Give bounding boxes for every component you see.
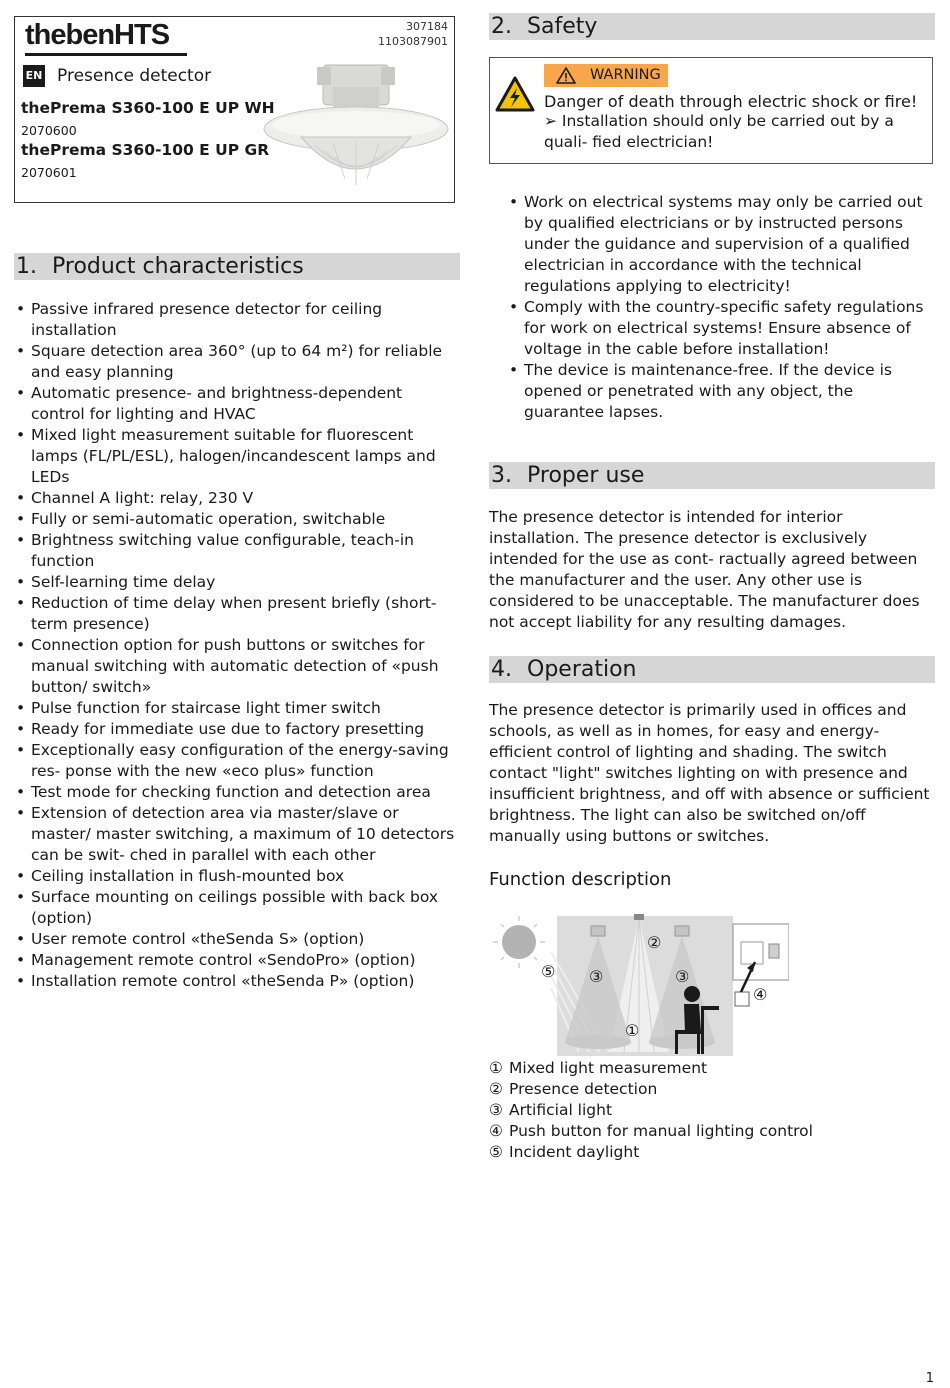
characteristic-item: • Extension of detection area via master/slave or master/ master switching, a maximum of 10 detectors can be swit- ched in parallel with each other bbox=[14, 803, 460, 866]
section-4-number: 4. bbox=[491, 657, 512, 682]
section-2-title: Safety bbox=[527, 14, 598, 39]
product-image bbox=[263, 59, 453, 199]
section-1-heading bbox=[14, 253, 460, 280]
warning-label-text: WARNING bbox=[590, 67, 661, 83]
characteristic-item: • Square detection area 360° (up to 64 m²) for reliable and easy planning bbox=[14, 341, 460, 383]
characteristic-item: • Exceptionally easy configuration of the energy-saving res- ponse with the new «eco plus» function bbox=[14, 740, 460, 782]
marker-artificial-light-right: ③ bbox=[675, 967, 690, 986]
legend-marker: ④ bbox=[489, 1122, 503, 1140]
function-description-heading: Function description bbox=[489, 869, 672, 890]
section-1-number: 1. bbox=[16, 254, 37, 279]
page-number: 1 bbox=[925, 1371, 934, 1386]
legend-marker: ③ bbox=[489, 1101, 503, 1119]
warning-box bbox=[489, 57, 933, 164]
model-name-1: thePrema S360-100 E UP WH bbox=[21, 99, 275, 117]
characteristic-item: • Connection option for push buttons or switches for manual switching with automatic detection of «push button/ switch» bbox=[14, 635, 460, 698]
marker-incident-daylight: ⑤ bbox=[541, 962, 556, 981]
characteristic-item: • Pulse function for staircase light timer switch bbox=[14, 698, 460, 719]
legend-item bbox=[489, 1100, 935, 1121]
marker-presence-detection: ② bbox=[647, 933, 662, 952]
characteristic-item: • Management remote control «SendoPro» (option) bbox=[14, 950, 460, 971]
legend-marker: ① bbox=[489, 1059, 503, 1077]
function-diagram bbox=[489, 912, 789, 1056]
marker-push-button: ④ bbox=[753, 985, 768, 1004]
electric-hazard-icon bbox=[495, 76, 535, 112]
logo-underline bbox=[25, 53, 187, 56]
doc-number-1: 307184 bbox=[406, 20, 448, 33]
characteristic-item: • Passive infrared presence detector for ceiling installation bbox=[14, 299, 460, 341]
characteristic-item: • User remote control «theSenda S» (option) bbox=[14, 929, 460, 950]
doc-number-2: 1103087901 bbox=[378, 35, 448, 48]
proper-use-text: The presence detector is intended for interior installation. The presence detector is exclusively intended for the use as cont- ractually agreed between the manufacturer and the user. Any other use is considered to be unacceptable. The manufacturer does not accept liability for any resulting damages. bbox=[489, 508, 920, 631]
characteristic-item: • Mixed light measurement suitable for fluorescent lamps (FL/PL/ESL), halogen/incandescent lamps and LEDs bbox=[14, 425, 460, 488]
characteristic-item: • Fully or semi-automatic operation, switchable bbox=[14, 509, 460, 530]
header-box bbox=[14, 16, 455, 203]
section-1-title: Product characteristics bbox=[52, 254, 304, 279]
legend-text: Incident daylight bbox=[509, 1143, 640, 1161]
characteristic-item: • Automatic presence- and brightness-dependent control for lighting and HVAC bbox=[14, 383, 460, 425]
warning-label bbox=[544, 64, 668, 87]
section-3-heading bbox=[489, 462, 935, 489]
legend-marker: ② bbox=[489, 1080, 503, 1098]
safety-item: • Comply with the country-specific safety regulations for work on electrical systems! Ensure absence of voltage in the cable before installation! bbox=[507, 297, 935, 360]
section-2-number: 2. bbox=[491, 14, 512, 39]
document-numbers bbox=[378, 19, 448, 49]
section-4-heading bbox=[489, 656, 935, 683]
characteristic-item: • Ready for immediate use due to factory presetting bbox=[14, 719, 460, 740]
safety-item: • Work on electrical systems may only be carried out by qualified electricians or by instructed persons under the guidance and supervision of a qualified electrician in accordance with the technical regulations applying to electricity! bbox=[507, 192, 935, 297]
language-badge: EN bbox=[23, 65, 45, 87]
legend-item bbox=[489, 1142, 935, 1163]
characteristic-item: • Test mode for checking function and detection area bbox=[14, 782, 460, 803]
section-3-number: 3. bbox=[491, 463, 512, 488]
model-number-2: 2070601 bbox=[21, 165, 77, 180]
legend-text: Artificial light bbox=[509, 1101, 613, 1119]
legend-text: Push button for manual lighting control bbox=[509, 1122, 813, 1140]
warning-text: ➢ Installation should only be carried out by a quali- fied electrician! bbox=[544, 112, 894, 151]
marker-artificial-light-left: ③ bbox=[589, 967, 604, 986]
legend-item bbox=[489, 1058, 935, 1079]
marker-mixed-light: ① bbox=[625, 1021, 640, 1040]
model-name-2: thePrema S360-100 E UP GR bbox=[21, 141, 270, 159]
characteristic-item: • Self-learning time delay bbox=[14, 572, 460, 593]
product-type: Presence detector bbox=[57, 66, 212, 86]
legend-item bbox=[489, 1079, 935, 1100]
characteristic-item: • Ceiling installation in flush-mounted box bbox=[14, 866, 460, 887]
section-3-title: Proper use bbox=[527, 463, 645, 488]
characteristic-item: • Installation remote control «theSenda P» (option) bbox=[14, 971, 460, 992]
safety-list bbox=[507, 192, 935, 423]
section-2-heading bbox=[489, 13, 935, 40]
legend-text: Presence detection bbox=[509, 1080, 658, 1098]
characteristic-item: • Reduction of time delay when present briefly (short-term presence) bbox=[14, 593, 460, 635]
warning-title: Danger of death through electric shock or fire! bbox=[544, 92, 918, 111]
function-legend bbox=[489, 1058, 935, 1163]
operation-text: The presence detector is primarily used in offices and schools, as well as in homes, for easy and energy-efficient control of lighting and shading. The switch contact "light" switches lighting on with presence and insufficient brightness, and off with absence or sufficient brightness. The light can also be switched on/off manually using buttons or switches. bbox=[489, 701, 930, 845]
warning-triangle-icon bbox=[556, 67, 576, 84]
characteristic-item: • Brightness switching value configurable, teach-in function bbox=[14, 530, 460, 572]
section-4-title: Operation bbox=[527, 657, 637, 682]
legend-marker: ⑤ bbox=[489, 1143, 503, 1161]
characteristic-item: • Channel A light: relay, 230 V bbox=[14, 488, 460, 509]
legend-text: Mixed light measurement bbox=[509, 1059, 708, 1077]
legend-item bbox=[489, 1121, 935, 1142]
brand-logo: thebenHTS bbox=[25, 19, 170, 51]
model-number-1: 2070600 bbox=[21, 123, 77, 138]
safety-item: • The device is maintenance-free. If the device is opened or penetrated with any object, the guarantee lapses. bbox=[507, 360, 935, 423]
product-characteristics-list bbox=[14, 299, 460, 992]
characteristic-item: • Surface mounting on ceilings possible with back box (option) bbox=[14, 887, 460, 929]
